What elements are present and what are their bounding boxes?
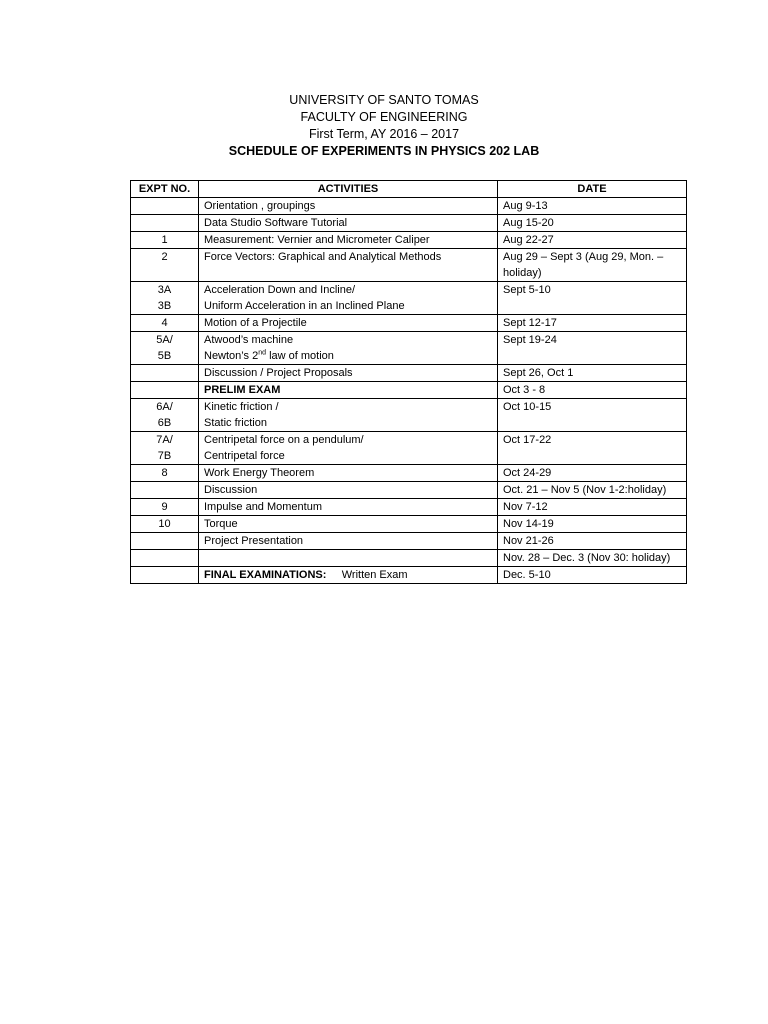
date-cell: Nov 14-19 <box>498 516 687 533</box>
date-cell: Oct 24-29 <box>498 465 687 482</box>
table-header-row <box>131 181 687 198</box>
table-row <box>131 198 687 215</box>
table-row <box>131 215 687 232</box>
date-cell: Aug 22-27 <box>498 232 687 249</box>
expt-no-cell: 10 <box>131 516 199 533</box>
date-cell: Aug 29 – Sept 3 (Aug 29, Mon. – holiday) <box>498 249 687 282</box>
activity-cell: Impulse and Momentum <box>199 499 498 516</box>
activity-cell: Acceleration Down and Incline/ Uniform Acceleration in an Inclined Plane <box>199 282 498 315</box>
date-cell: Nov 7-12 <box>498 499 687 516</box>
document-header <box>0 92 768 160</box>
table-row <box>131 382 687 399</box>
date-cell: Oct 3 - 8 <box>498 382 687 399</box>
superscript-line: Newton’s 2nd law of motion <box>204 349 334 362</box>
date-cell: Sept 19-24 <box>498 332 687 365</box>
expt-no-cell <box>131 533 199 550</box>
expt-no-cell: 7A/ 7B <box>131 432 199 465</box>
activity-cell: Kinetic friction / Static friction <box>199 399 498 432</box>
expt-no-cell: 6A/ 6B <box>131 399 199 432</box>
table-row <box>131 332 687 365</box>
activity-cell: Orientation , groupings <box>199 198 498 215</box>
table-row <box>131 567 687 584</box>
date-cell: Oct 10-15 <box>498 399 687 432</box>
activity-cell: Discussion <box>199 482 498 499</box>
date-cell: Nov 21-26 <box>498 533 687 550</box>
date-cell: Nov. 28 – Dec. 3 (Nov 30: holiday) <box>498 550 687 567</box>
activity-cell: Project Presentation <box>199 533 498 550</box>
activity-cell: Discussion / Project Proposals <box>199 365 498 382</box>
expt-no-cell: 8 <box>131 465 199 482</box>
header-date: DATE <box>498 181 687 198</box>
table-row <box>131 499 687 516</box>
activity-cell: Force Vectors: Graphical and Analytical Methods <box>199 249 498 282</box>
university-name: UNIVERSITY OF SANTO TOMAS <box>289 93 479 107</box>
expt-no-cell <box>131 382 199 399</box>
table-row <box>131 482 687 499</box>
schedule-table <box>130 180 687 584</box>
faculty-name: FACULTY OF ENGINEERING <box>300 110 468 124</box>
date-cell: Sept 12-17 <box>498 315 687 332</box>
expt-no-cell: 1 <box>131 232 199 249</box>
expt-no-cell <box>131 567 199 584</box>
expt-no-cell: 9 <box>131 499 199 516</box>
table-row <box>131 399 687 432</box>
activity-cell: Measurement: Vernier and Micrometer Caliper <box>199 232 498 249</box>
table-row <box>131 432 687 465</box>
table-row <box>131 232 687 249</box>
table-row <box>131 533 687 550</box>
table-row <box>131 516 687 533</box>
activity-cell <box>199 550 498 567</box>
table-row <box>131 365 687 382</box>
table-row <box>131 282 687 315</box>
expt-no-cell <box>131 482 199 499</box>
schedule-title: SCHEDULE OF EXPERIMENTS IN PHYSICS 202 LAB <box>228 144 540 158</box>
expt-no-cell <box>131 198 199 215</box>
date-cell: Sept 5-10 <box>498 282 687 315</box>
activity-cell: Work Energy Theorem <box>199 465 498 482</box>
expt-no-cell <box>131 365 199 382</box>
date-cell: Oct. 21 – Nov 5 (Nov 1-2:holiday) <box>498 482 687 499</box>
activity-cell: Atwood’s machine Newton’s 2nd law of motion <box>199 332 498 365</box>
table-row <box>131 550 687 567</box>
date-cell: Aug 9-13 <box>498 198 687 215</box>
expt-no-cell: 4 <box>131 315 199 332</box>
expt-no-cell <box>131 215 199 232</box>
expt-no-cell: 5A/ 5B <box>131 332 199 365</box>
date-cell: Oct 17-22 <box>498 432 687 465</box>
date-cell: Dec. 5-10 <box>498 567 687 584</box>
header-activities: ACTIVITIES <box>199 181 498 198</box>
expt-no-cell <box>131 550 199 567</box>
expt-no-cell: 2 <box>131 249 199 282</box>
header-expt-no: EXPT NO. <box>131 181 199 198</box>
date-cell: Sept 26, Oct 1 <box>498 365 687 382</box>
activity-cell: Motion of a Projectile <box>199 315 498 332</box>
expt-no-cell: 3A 3B <box>131 282 199 315</box>
table-row <box>131 249 687 282</box>
activity-cell: Centripetal force on a pendulum/ Centripetal force <box>199 432 498 465</box>
final-exam-label: FINAL EXAMINATIONS: <box>204 569 327 581</box>
term-label: First Term, AY 2016 – 2017 <box>308 127 460 141</box>
table-row <box>131 465 687 482</box>
written-exam-label: Written Exam <box>341 569 408 581</box>
activity-cell: PRELIM EXAM <box>199 382 498 399</box>
activity-cell: Torque <box>199 516 498 533</box>
activity-cell: Data Studio Software Tutorial <box>199 215 498 232</box>
activity-cell <box>199 567 498 584</box>
date-cell: Aug 15-20 <box>498 215 687 232</box>
table-row <box>131 315 687 332</box>
